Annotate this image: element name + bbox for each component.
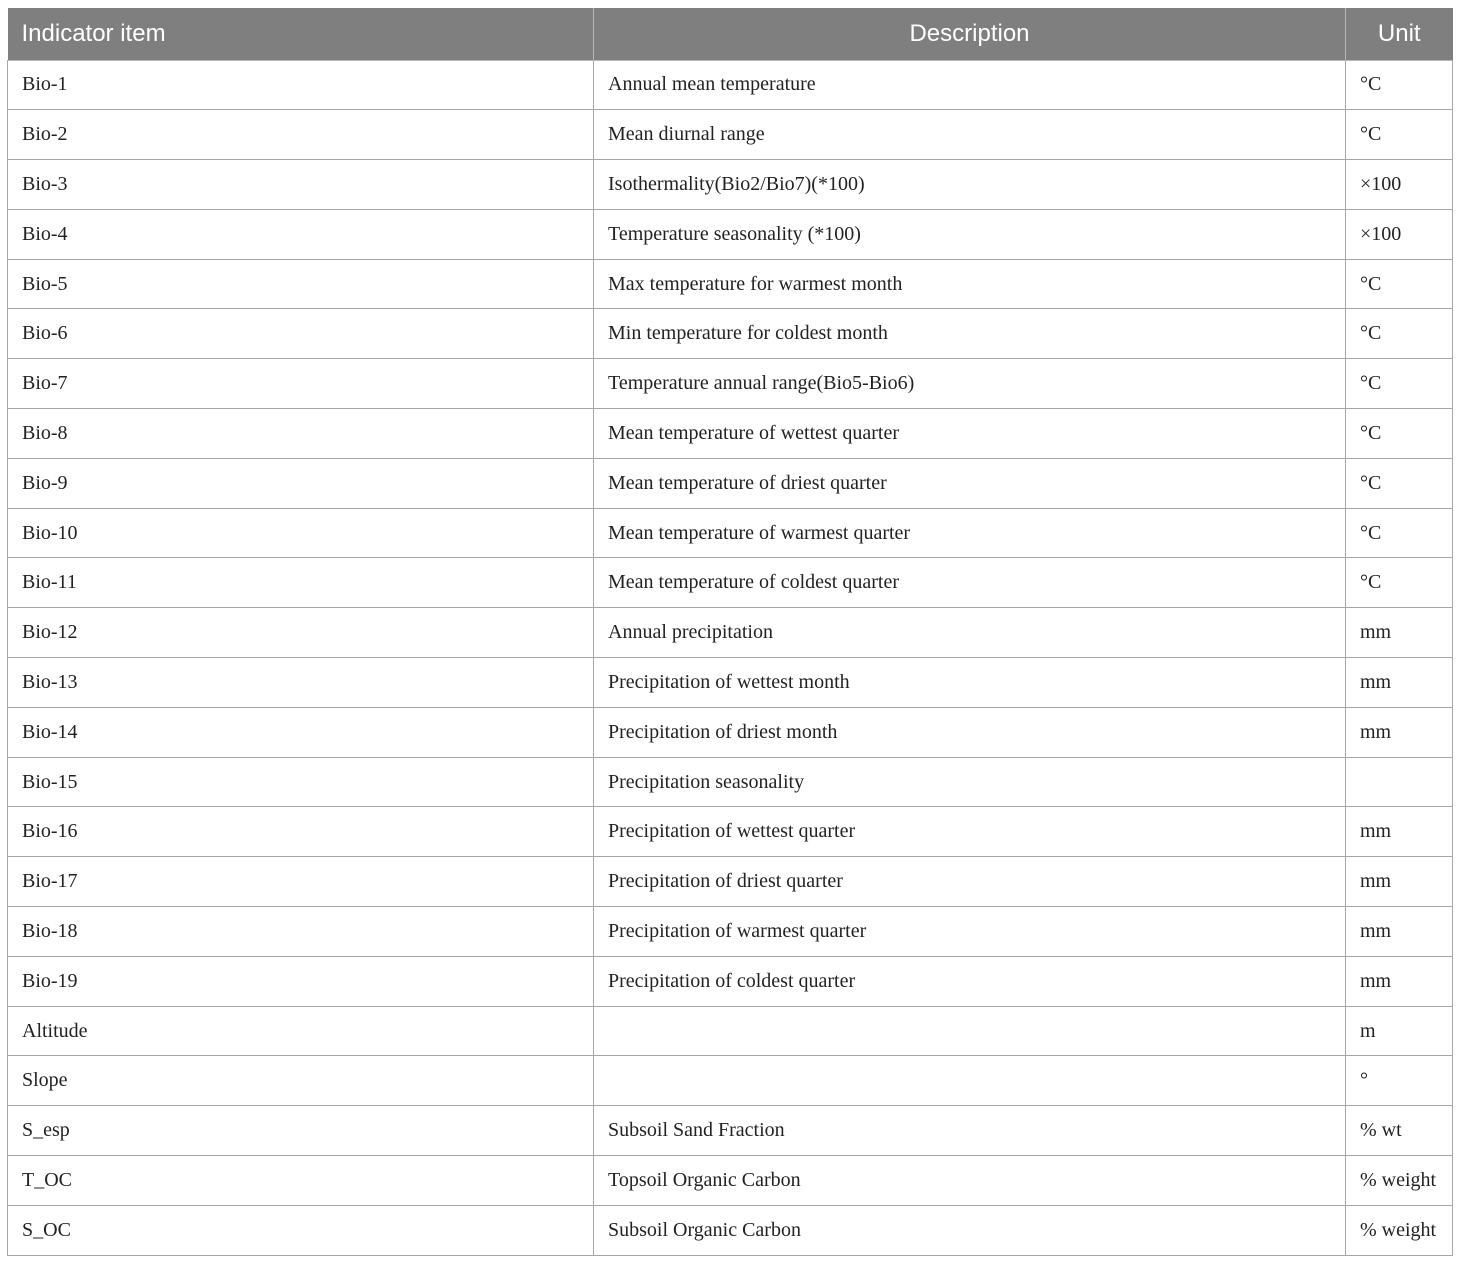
indicator-item-cell: Bio-3 bbox=[8, 160, 594, 210]
unit-cell: mm bbox=[1346, 608, 1453, 658]
description-cell: Precipitation of coldest quarter bbox=[594, 956, 1346, 1006]
indicator-item-cell: Bio-5 bbox=[8, 259, 594, 309]
unit-cell: ×100 bbox=[1346, 209, 1453, 259]
unit-cell: m bbox=[1346, 1006, 1453, 1056]
header-indicator-item: Indicator item bbox=[8, 8, 594, 60]
description-cell bbox=[594, 1056, 1346, 1106]
indicator-item-cell: Bio-17 bbox=[8, 857, 594, 907]
header-row bbox=[8, 8, 1453, 60]
indicator-item-cell: Bio-13 bbox=[8, 658, 594, 708]
description-cell: Precipitation of warmest quarter bbox=[594, 907, 1346, 957]
unit-cell: ° bbox=[1346, 1056, 1453, 1106]
unit-cell: mm bbox=[1346, 707, 1453, 757]
description-cell bbox=[594, 1006, 1346, 1056]
description-cell: Subsoil Organic Carbon bbox=[594, 1205, 1346, 1255]
table-row bbox=[8, 857, 1453, 907]
unit-cell: mm bbox=[1346, 658, 1453, 708]
table-row bbox=[8, 458, 1453, 508]
indicator-item-cell: Bio-10 bbox=[8, 508, 594, 558]
description-cell: Mean temperature of driest quarter bbox=[594, 458, 1346, 508]
description-cell: Mean temperature of warmest quarter bbox=[594, 508, 1346, 558]
indicator-item-cell: Bio-19 bbox=[8, 956, 594, 1006]
indicator-item-cell: Bio-15 bbox=[8, 757, 594, 807]
table-row bbox=[8, 1205, 1453, 1255]
table-row bbox=[8, 608, 1453, 658]
description-cell: Precipitation of driest month bbox=[594, 707, 1346, 757]
header-unit: Unit bbox=[1346, 8, 1453, 60]
table-row bbox=[8, 956, 1453, 1006]
description-cell: Precipitation seasonality bbox=[594, 757, 1346, 807]
table-row bbox=[8, 807, 1453, 857]
unit-cell: °C bbox=[1346, 309, 1453, 359]
indicator-item-cell: S_OC bbox=[8, 1205, 594, 1255]
table-row bbox=[8, 209, 1453, 259]
indicator-item-cell: Bio-18 bbox=[8, 907, 594, 957]
indicator-item-cell: Bio-11 bbox=[8, 558, 594, 608]
description-cell: Temperature annual range(Bio5-Bio6) bbox=[594, 359, 1346, 409]
indicator-item-cell: Bio-16 bbox=[8, 807, 594, 857]
table-row bbox=[8, 160, 1453, 210]
unit-cell: mm bbox=[1346, 807, 1453, 857]
indicator-item-cell: Bio-9 bbox=[8, 458, 594, 508]
description-cell: Mean diurnal range bbox=[594, 110, 1346, 160]
description-cell: Mean temperature of coldest quarter bbox=[594, 558, 1346, 608]
indicator-item-cell: Bio-1 bbox=[8, 60, 594, 110]
header-description: Description bbox=[594, 8, 1346, 60]
indicator-item-cell: Bio-12 bbox=[8, 608, 594, 658]
table-row bbox=[8, 757, 1453, 807]
indicator-item-cell: Bio-4 bbox=[8, 209, 594, 259]
unit-cell: % wt bbox=[1346, 1106, 1453, 1156]
indicator-item-cell: Bio-8 bbox=[8, 409, 594, 459]
indicator-item-cell: S_esp bbox=[8, 1106, 594, 1156]
table-row bbox=[8, 309, 1453, 359]
unit-cell: °C bbox=[1346, 60, 1453, 110]
unit-cell bbox=[1346, 757, 1453, 807]
description-cell: Mean temperature of wettest quarter bbox=[594, 409, 1346, 459]
unit-cell: °C bbox=[1346, 508, 1453, 558]
description-cell: Topsoil Organic Carbon bbox=[594, 1156, 1346, 1206]
description-cell: Subsoil Sand Fraction bbox=[594, 1106, 1346, 1156]
description-cell: Isothermality(Bio2/Bio7)(*100) bbox=[594, 160, 1346, 210]
description-cell: Annual mean temperature bbox=[594, 60, 1346, 110]
indicator-item-cell: Bio-7 bbox=[8, 359, 594, 409]
description-cell: Precipitation of wettest quarter bbox=[594, 807, 1346, 857]
table-row bbox=[8, 1156, 1453, 1206]
table-row bbox=[8, 907, 1453, 957]
table-row bbox=[8, 1106, 1453, 1156]
unit-cell: mm bbox=[1346, 956, 1453, 1006]
table-row bbox=[8, 60, 1453, 110]
table-row bbox=[8, 110, 1453, 160]
unit-cell: °C bbox=[1346, 110, 1453, 160]
description-cell: Min temperature for coldest month bbox=[594, 309, 1346, 359]
indicator-item-cell: T_OC bbox=[8, 1156, 594, 1206]
table-row bbox=[8, 508, 1453, 558]
table-header bbox=[8, 8, 1453, 60]
unit-cell: °C bbox=[1346, 458, 1453, 508]
description-cell: Max temperature for warmest month bbox=[594, 259, 1346, 309]
table-row bbox=[8, 409, 1453, 459]
unit-cell: °C bbox=[1346, 259, 1453, 309]
table-row bbox=[8, 359, 1453, 409]
indicator-item-cell: Bio-2 bbox=[8, 110, 594, 160]
unit-cell: °C bbox=[1346, 359, 1453, 409]
table-row bbox=[8, 1006, 1453, 1056]
description-cell: Annual precipitation bbox=[594, 608, 1346, 658]
indicator-item-cell: Bio-14 bbox=[8, 707, 594, 757]
description-cell: Temperature seasonality (*100) bbox=[594, 209, 1346, 259]
indicator-item-cell: Altitude bbox=[8, 1006, 594, 1056]
table-body bbox=[8, 60, 1453, 1255]
description-cell: Precipitation of driest quarter bbox=[594, 857, 1346, 907]
table-row bbox=[8, 558, 1453, 608]
table-row bbox=[8, 658, 1453, 708]
unit-cell: mm bbox=[1346, 907, 1453, 957]
unit-cell: °C bbox=[1346, 409, 1453, 459]
unit-cell: mm bbox=[1346, 857, 1453, 907]
unit-cell: % weight bbox=[1346, 1205, 1453, 1255]
table-row bbox=[8, 259, 1453, 309]
table-row bbox=[8, 1056, 1453, 1106]
unit-cell: °C bbox=[1346, 558, 1453, 608]
description-cell: Precipitation of wettest month bbox=[594, 658, 1346, 708]
unit-cell: % weight bbox=[1346, 1156, 1453, 1206]
indicator-item-cell: Slope bbox=[8, 1056, 594, 1106]
table-row bbox=[8, 707, 1453, 757]
indicator-item-cell: Bio-6 bbox=[8, 309, 594, 359]
unit-cell: ×100 bbox=[1346, 160, 1453, 210]
indicator-table bbox=[7, 8, 1453, 1256]
